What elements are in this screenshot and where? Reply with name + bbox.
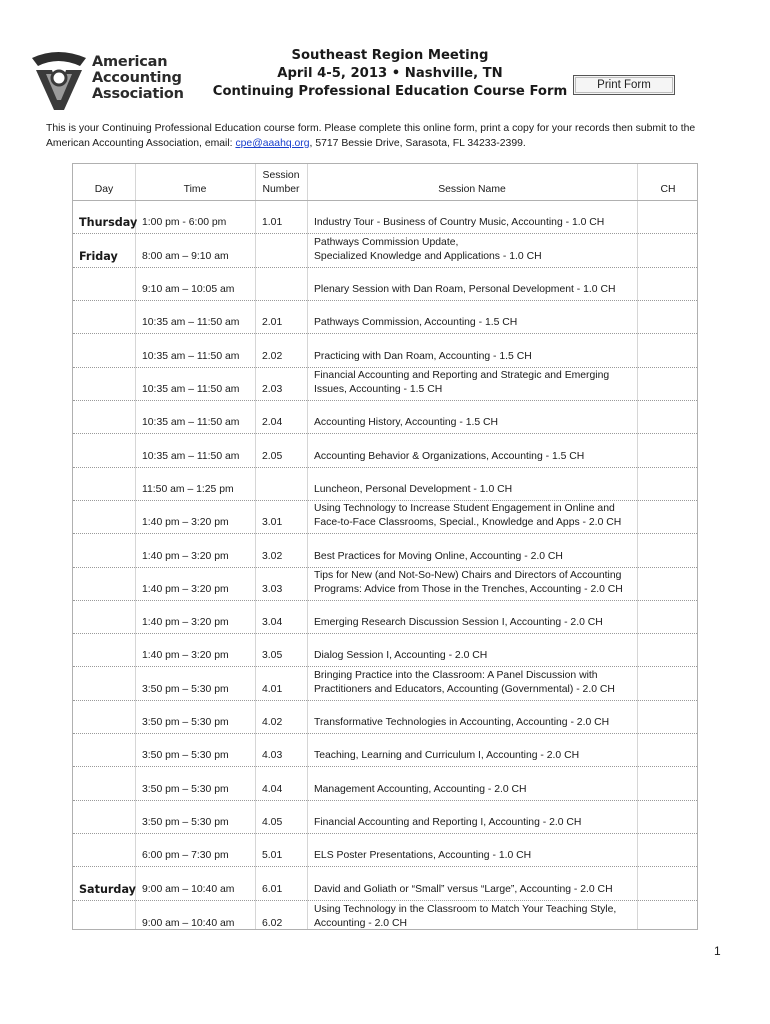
- row-ch-input[interactable]: [639, 602, 697, 630]
- row-time: 1:40 pm – 3:20 pm: [142, 517, 229, 529]
- row-session-name: [314, 483, 512, 497]
- table-row: [73, 568, 697, 601]
- table-row: [73, 534, 697, 567]
- header-session-number: [255, 169, 307, 197]
- row-ch-input[interactable]: [639, 436, 697, 464]
- row-session-name: [314, 749, 579, 763]
- row-ch-input[interactable]: [639, 735, 697, 763]
- row-ch-input[interactable]: [639, 669, 697, 697]
- session-name-line: Financial Accounting and Reporting I, Accounting - 2.0 CH: [314, 817, 582, 829]
- page-number: 1: [714, 944, 721, 958]
- row-time: 10:35 am – 11:50 am: [142, 417, 240, 429]
- session-name-line: Transformative Technologies in Accounting, Accounting - 2.0 CH: [314, 717, 610, 729]
- row-session-number: 4.04: [262, 783, 283, 795]
- session-name-line: Face-to-Face Classrooms, Special., Knowledge and Apps - 2.0 CH: [314, 517, 622, 529]
- table-row: [73, 468, 697, 501]
- row-ch-input[interactable]: [639, 202, 697, 230]
- row-session-name: [314, 903, 616, 931]
- row-session-number: 6.02: [262, 918, 283, 930]
- row-ch-input[interactable]: [639, 869, 697, 897]
- row-ch-input[interactable]: [639, 903, 697, 931]
- row-session-number: 3.04: [262, 617, 283, 629]
- row-session-name: [314, 502, 621, 530]
- session-name-line: Using Technology in the Classroom to Match Your Teaching Style,: [314, 904, 617, 916]
- row-time: 10:35 am – 11:50 am: [142, 450, 240, 462]
- logo-line-2: Accounting: [92, 70, 182, 86]
- table-row: [73, 368, 697, 401]
- session-name-line: Pathways Commission, Accounting - 1.5 CH: [314, 317, 518, 329]
- row-day: Thursday: [79, 216, 138, 230]
- session-name-line: Best Practices for Moving Online, Accounting - 2.0 CH: [314, 550, 563, 562]
- row-session-number: 3.02: [262, 550, 283, 562]
- table-row: [73, 301, 697, 334]
- session-name-line: Accounting - 2.0 CH: [314, 918, 407, 930]
- session-name-line: Emerging Research Discussion Session I, Accounting - 2.0 CH: [314, 617, 603, 629]
- row-time: 3:50 pm – 5:30 pm: [142, 750, 229, 762]
- session-name-line: Bringing Practice into the Classroom: A Panel Discussion with: [314, 669, 598, 681]
- row-time: 1:40 pm – 3:20 pm: [142, 550, 229, 562]
- row-ch-input[interactable]: [639, 635, 697, 663]
- session-name-line: Dialog Session I, Accounting - 2.0 CH: [314, 650, 488, 662]
- row-session-name: [314, 883, 613, 897]
- table-row: [73, 734, 697, 767]
- row-session-number: 4.02: [262, 717, 283, 729]
- table-row: [73, 601, 697, 634]
- table-row: [73, 401, 697, 434]
- session-name-line: Industry Tour - Business of Country Music, Accounting - 1.0 CH: [314, 217, 605, 229]
- session-name-line: Programs: Advice from Those in the Trenches, Accounting - 2.0 CH: [314, 583, 623, 595]
- row-ch-input[interactable]: [639, 402, 697, 430]
- row-session-number: 2.02: [262, 350, 283, 362]
- session-name-line: David and Goliath or “Small” versus “Large”, Accounting - 2.0 CH: [314, 883, 613, 895]
- table-row: [73, 234, 697, 267]
- row-session-name: [314, 569, 623, 597]
- header-ch: CH: [660, 184, 676, 195]
- row-ch-input[interactable]: [639, 469, 697, 497]
- session-name-line: Management Accounting, Accounting - 2.0 CH: [314, 783, 527, 795]
- row-session-name: [314, 369, 609, 397]
- row-ch-input[interactable]: [639, 269, 697, 297]
- table-row: [73, 634, 697, 667]
- session-name-line: Financial Accounting and Reporting and Strategic and Emerging: [314, 369, 610, 381]
- row-time: 8:00 am – 9:10 am: [142, 250, 229, 262]
- table-row: [73, 867, 697, 900]
- print-form-button[interactable]: Print Form: [573, 75, 675, 95]
- row-time: 3:50 pm – 5:30 pm: [142, 817, 229, 829]
- logo-line-1: American: [92, 54, 168, 70]
- table-row: [73, 334, 697, 367]
- row-session-name: [314, 236, 542, 264]
- header-session-name: Session Name: [438, 184, 506, 195]
- row-session-name: [314, 350, 532, 364]
- session-name-line: Luncheon, Personal Development - 1.0 CH: [314, 483, 513, 495]
- logo-wordmark: [92, 54, 184, 102]
- row-time: 3:50 pm – 5:30 pm: [142, 683, 229, 695]
- table-header: [73, 164, 697, 201]
- session-name-line: Plenary Session with Dan Roam, Personal Development - 1.0 CH: [314, 283, 616, 295]
- header-time: Time: [183, 184, 207, 195]
- session-name-line: Using Technology to Increase Student Engagement in Online and: [314, 503, 615, 515]
- session-name-line: Pathways Commission Update,: [314, 236, 459, 248]
- row-time: 9:00 am – 10:40 am: [142, 883, 235, 895]
- row-session-number: 2.01: [262, 317, 283, 329]
- row-ch-input[interactable]: [639, 702, 697, 730]
- row-time: 9:00 am – 10:40 am: [142, 918, 235, 930]
- row-session-number: 3.03: [262, 583, 283, 595]
- title-line-3: Continuing Professional Education Course Form: [212, 84, 568, 99]
- row-day: Friday: [79, 249, 118, 263]
- row-session-name: [314, 783, 527, 797]
- table-row: [73, 801, 697, 834]
- row-session-number: 2.05: [262, 450, 283, 462]
- row-session-number: 4.03: [262, 750, 283, 762]
- row-time: 6:00 pm – 7:30 pm: [142, 850, 229, 862]
- row-session-number: 4.01: [262, 683, 283, 695]
- intro-text: This is your Continuing Professional Education course form. Please complete this online form, print a copy for your records then submit to the American Accounting Association, email:: [46, 123, 696, 149]
- title-line-1: Southeast Region Meeting: [291, 48, 489, 63]
- row-time: 10:35 am – 11:50 am: [142, 383, 240, 395]
- email-link[interactable]: cpe@aaahq.org: [235, 138, 310, 149]
- session-name-line: Practitioners and Educators, Accounting (Governmental) - 2.0 CH: [314, 683, 615, 695]
- row-time: 3:50 pm – 5:30 pm: [142, 717, 229, 729]
- intro-address: , 5717 Bessie Drive, Sarasota, FL 34233-2399.: [309, 138, 526, 149]
- row-time: 1:40 pm – 3:20 pm: [142, 617, 229, 629]
- session-name-line: Teaching, Learning and Curriculum I, Accounting - 2.0 CH: [314, 750, 580, 762]
- row-ch-input[interactable]: [639, 336, 697, 364]
- session-name-line: Accounting History, Accounting - 1.5 CH: [314, 417, 499, 429]
- table-row: [73, 268, 697, 301]
- row-session-name: [314, 316, 517, 330]
- course-table: [72, 163, 698, 930]
- row-ch-input[interactable]: [639, 569, 697, 597]
- row-ch-input[interactable]: [639, 536, 697, 564]
- row-session-name: [314, 849, 531, 863]
- row-ch-input[interactable]: [639, 236, 697, 264]
- row-time: 1:40 pm – 3:20 pm: [142, 583, 229, 595]
- row-session-name: [314, 550, 563, 564]
- row-session-name: [314, 816, 581, 830]
- table-row: [73, 834, 697, 867]
- row-time: 9:10 am – 10:05 am: [142, 283, 235, 295]
- row-session-name: [314, 416, 498, 430]
- table-row: [73, 434, 697, 467]
- logo-line-3: Association: [92, 86, 184, 102]
- row-session-name: [314, 716, 609, 730]
- row-session-number: 2.03: [262, 383, 283, 395]
- row-day: Saturday: [79, 882, 136, 896]
- row-session-number: 2.04: [262, 417, 283, 429]
- form-title: [200, 47, 580, 101]
- row-time: 10:35 am – 11:50 am: [142, 350, 240, 362]
- row-time: 1:00 pm - 6:00 pm: [142, 217, 227, 229]
- row-ch-input[interactable]: [639, 802, 697, 830]
- row-session-number: 1.01: [262, 217, 283, 229]
- row-session-name: [314, 649, 487, 663]
- row-session-name: [314, 283, 615, 297]
- row-session-name: [314, 450, 584, 464]
- table-row: [73, 701, 697, 734]
- title-line-2: April 4-5, 2013 • Nashville, TN: [277, 66, 503, 81]
- row-session-number: 6.01: [262, 883, 283, 895]
- session-name-line: Practicing with Dan Roam, Accounting - 1.5 CH: [314, 350, 532, 362]
- table-row: [73, 901, 697, 934]
- header-day: Day: [94, 184, 114, 195]
- row-time: 10:35 am – 11:50 am: [142, 317, 240, 329]
- row-ch-input[interactable]: [639, 369, 697, 397]
- row-session-number: 5.01: [262, 850, 283, 862]
- session-name-line: Specialized Knowledge and Applications - 1.0 CH: [314, 250, 542, 262]
- session-name-line: Tips for New (and Not-So-New) Chairs and Directors of Accounting: [314, 569, 622, 581]
- row-ch-input[interactable]: [639, 769, 697, 797]
- aaa-logo: [28, 48, 188, 116]
- row-session-name: [314, 669, 615, 697]
- table-row: [73, 667, 697, 700]
- row-session-number: 3.01: [262, 517, 283, 529]
- session-name-line: Accounting Behavior & Organizations, Accounting - 1.5 CH: [314, 450, 585, 462]
- session-name-line: Issues, Accounting - 1.5 CH: [314, 383, 443, 395]
- table-row: [73, 201, 697, 234]
- row-time: 3:50 pm – 5:30 pm: [142, 783, 229, 795]
- header-session-line-2: Number: [262, 184, 300, 195]
- header-session-line-1: Session: [262, 170, 300, 181]
- row-ch-input[interactable]: [639, 835, 697, 863]
- row-time: 11:50 am – 1:25 pm: [142, 483, 234, 495]
- table-row: [73, 767, 697, 800]
- aaa-emblem-icon: [28, 48, 90, 116]
- table-row: [73, 501, 697, 534]
- row-session-name: [314, 616, 603, 630]
- row-ch-input[interactable]: [639, 302, 697, 330]
- row-session-number: 3.05: [262, 650, 283, 662]
- row-time: 1:40 pm – 3:20 pm: [142, 650, 229, 662]
- row-ch-input[interactable]: [639, 502, 697, 530]
- session-name-line: ELS Poster Presentations, Accounting - 1.0 CH: [314, 850, 532, 862]
- row-session-number: 4.05: [262, 817, 283, 829]
- intro-paragraph: [46, 121, 736, 151]
- row-session-name: [314, 216, 604, 230]
